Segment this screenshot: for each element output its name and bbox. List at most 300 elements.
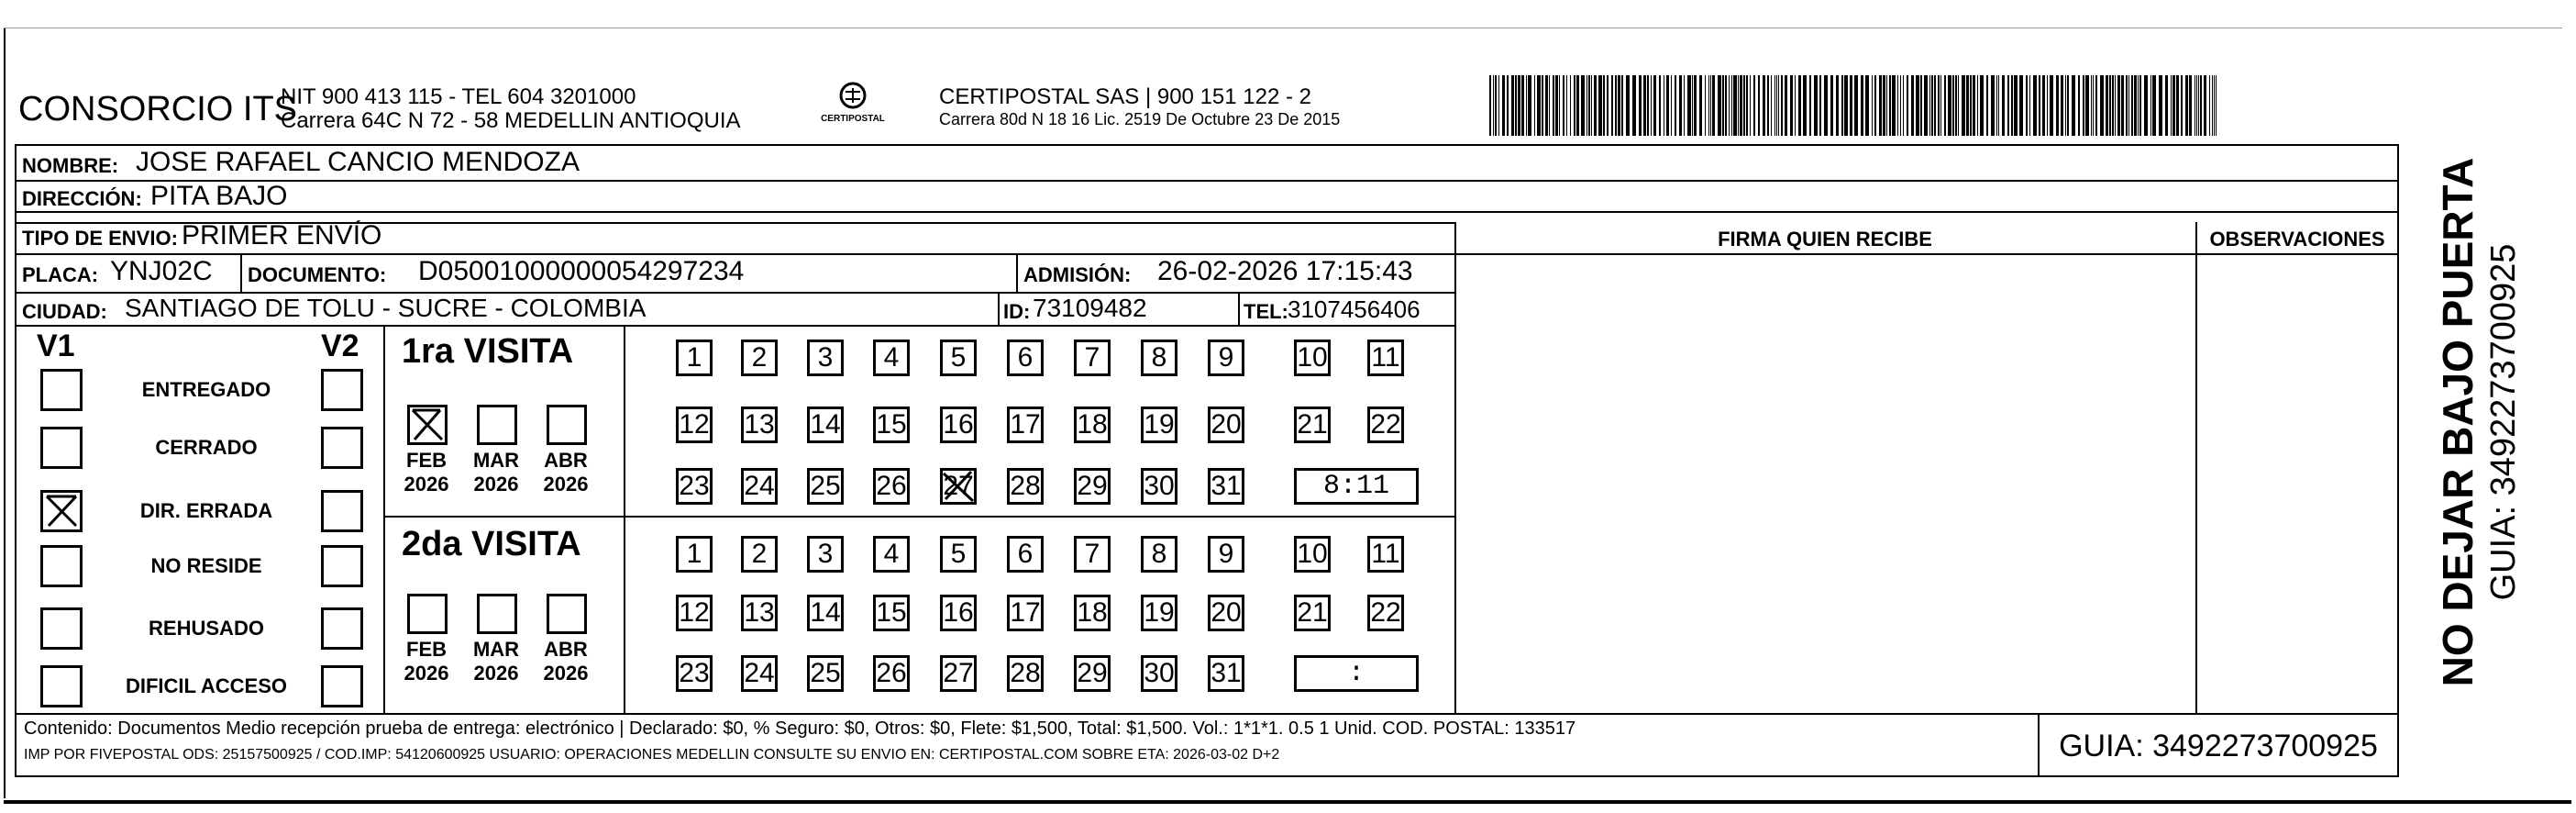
barcode-bar <box>2056 75 2059 136</box>
barcode-bar <box>1836 75 1839 136</box>
barcode-bar <box>2072 75 2075 136</box>
row-line <box>15 211 2399 213</box>
barcode-bar <box>2131 75 2133 136</box>
barcode-bar <box>1798 75 1801 136</box>
barcode-bar <box>2091 75 2092 136</box>
first-visit-day-box[interactable]: 15 <box>873 406 910 443</box>
second-visit-day-box[interactable]: 24 <box>741 655 778 692</box>
barcode-bar <box>1980 75 1984 136</box>
barcode-bar <box>2019 75 2023 136</box>
first-visit-month-checkbox[interactable] <box>407 405 448 445</box>
check-mark-icon <box>43 493 80 529</box>
barcode-bar <box>1594 75 1597 136</box>
barcode-bar <box>1502 75 1505 136</box>
barcode-bar <box>2189 75 2192 136</box>
barcode-bar <box>1489 75 1491 136</box>
barcode-bar <box>1938 75 1940 136</box>
day-mark-icon <box>940 468 977 512</box>
barcode-bar <box>1694 75 1697 136</box>
id-value: 73109482 <box>1033 294 1147 322</box>
no-dejar-text: NO DEJAR BAJO PUERTA <box>2434 157 2482 687</box>
barcode-bar <box>1958 75 1959 136</box>
barcode-bar <box>2039 75 2040 136</box>
barcode-bar <box>1966 75 1969 136</box>
barcode-bar <box>1986 75 1988 136</box>
barcode-bar <box>1814 75 1818 136</box>
barcode-bar <box>1819 75 1821 136</box>
barcode-bar <box>2011 75 2013 136</box>
first-visit-day-box[interactable]: 18 <box>1074 406 1111 443</box>
barcode-bar <box>1699 75 1702 136</box>
barcode-bar <box>1659 75 1661 136</box>
barcode-bar <box>1920 75 1922 136</box>
first-visit-day-box[interactable]: 1 <box>676 340 713 376</box>
barcode-bar <box>2093 75 2094 136</box>
barcode-bar <box>2204 75 2206 136</box>
barcode-bar <box>1740 75 1742 136</box>
barcode-bar <box>1977 75 1978 136</box>
first-visit-day-box[interactable]: 27 <box>940 468 977 505</box>
barcode-bar <box>1611 75 1613 136</box>
first-visit-day-box[interactable]: 12 <box>676 406 713 443</box>
barcode-bar <box>2117 75 2120 136</box>
barcode-bar <box>2152 75 2156 136</box>
barcode-bar <box>1675 75 1676 136</box>
barcode-bar <box>1679 75 1682 136</box>
first-visit-day-box[interactable]: 29 <box>1074 468 1111 505</box>
barcode-bar <box>1692 75 1693 136</box>
barcode-bar <box>1774 75 1775 136</box>
barcode-bar <box>1803 75 1807 136</box>
second-visit-day-box[interactable]: 10 <box>1294 536 1331 573</box>
barcode-bar <box>2139 75 2141 136</box>
ciudad-label: CIUDAD: <box>22 300 107 323</box>
barcode-bar <box>2065 75 2066 136</box>
second-visit-day-box[interactable]: 5 <box>940 536 977 573</box>
barcode-bar <box>1671 75 1672 136</box>
barcode-bar <box>1996 75 1997 136</box>
barcode-bar <box>1643 75 1646 136</box>
status-label: DIR. ERRADA <box>139 499 273 522</box>
second-visit-month-label: FEB 2026 <box>404 638 449 685</box>
documento-label: DOCUMENTO: <box>248 263 387 286</box>
second-visit-day-box[interactable]: 22 <box>1367 595 1404 631</box>
barcode-bar <box>1850 75 1852 136</box>
barcode <box>1489 75 2219 136</box>
second-visit-day-box[interactable]: 26 <box>873 655 910 692</box>
first-visit-day-box[interactable]: 21 <box>1294 406 1331 443</box>
barcode-bar <box>1545 75 1548 136</box>
first-visit-day-box[interactable]: 5 <box>940 340 977 376</box>
barcode-bar <box>1934 75 1936 136</box>
barcode-bar <box>1929 75 1930 136</box>
barcode-bar <box>1931 75 1933 136</box>
barcode-bar <box>2026 75 2028 136</box>
first-visit-day-box[interactable]: 19 <box>1141 406 1177 443</box>
first-visit-day-box[interactable]: 25 <box>807 468 844 505</box>
barcode-bar <box>1632 75 1636 136</box>
second-visit-day-box[interactable]: 31 <box>1208 655 1244 692</box>
second-visit-month-checkbox[interactable] <box>407 594 448 634</box>
side-warning <box>2412 147 2568 697</box>
v2-checkbox[interactable] <box>321 490 363 532</box>
first-visit-day-box[interactable]: 22 <box>1367 406 1404 443</box>
barcode-bar <box>2185 75 2188 136</box>
barcode-bar <box>1892 75 1896 136</box>
id-label: ID: <box>1003 300 1031 323</box>
barcode-bar <box>1790 75 1793 136</box>
v2-checkbox[interactable] <box>321 369 363 411</box>
barcode-bar <box>1897 75 1898 136</box>
barcode-bar <box>1518 75 1520 136</box>
first-visit-day-box[interactable]: 24 <box>741 468 778 505</box>
barcode-bar <box>2002 75 2005 136</box>
barcode-bar <box>1498 75 1499 136</box>
v2-checkbox[interactable] <box>321 665 363 707</box>
observaciones-area[interactable] <box>2201 257 2395 710</box>
barcode-bar <box>1854 75 1858 136</box>
barcode-bar <box>1955 75 1957 136</box>
documento-value: D05001000000054297234 <box>418 256 745 286</box>
page-bottom-edge <box>4 800 2571 804</box>
first-visit-day-box[interactable]: 2 <box>741 340 778 376</box>
v2-checkbox[interactable] <box>321 607 363 650</box>
barcode-bar <box>2014 75 2018 136</box>
nombre-value: JOSE RAFAEL CANCIO MENDOZA <box>136 147 580 177</box>
barcode-bar <box>1785 75 1787 136</box>
v1-checkbox[interactable] <box>40 427 83 469</box>
barcode-bar <box>2144 75 2148 136</box>
row-line <box>15 253 1454 255</box>
v1-checkbox[interactable] <box>40 490 83 532</box>
second-visit-day-box[interactable]: 13 <box>741 595 778 631</box>
barcode-bar <box>1830 75 1833 136</box>
barcode-bar <box>1824 75 1828 136</box>
barcode-bar <box>1924 75 1928 136</box>
barcode-bar <box>1549 75 1550 136</box>
v1-checkbox[interactable] <box>40 607 83 650</box>
second-visit-day-box[interactable]: 25 <box>807 655 844 692</box>
visit-divider <box>383 516 1454 518</box>
barcode-bar <box>2200 75 2202 136</box>
second-visit-day-box[interactable]: 23 <box>676 655 713 692</box>
v1-checkbox[interactable] <box>40 665 83 707</box>
barcode-bar <box>1626 75 1630 136</box>
barcode-bar <box>1795 75 1796 136</box>
nombre-label: NOMBRE: <box>22 154 119 177</box>
v2-checkbox[interactable] <box>321 545 363 587</box>
barcode-bar <box>2007 75 2009 136</box>
firma-area[interactable] <box>1458 257 2192 710</box>
barcode-bar <box>1528 75 1531 136</box>
barcode-bar <box>1970 75 1972 136</box>
tel-label: TEL: <box>1244 300 1288 323</box>
barcode-bar <box>1962 75 1965 136</box>
first-visit-day-box[interactable]: 28 <box>1007 468 1044 505</box>
barcode-bar <box>1618 75 1620 136</box>
barcode-bar <box>1647 75 1649 136</box>
second-visit-month-checkbox[interactable] <box>477 594 517 634</box>
barcode-bar <box>1651 75 1652 136</box>
barcode-bar <box>2214 75 2215 136</box>
company-address: Carrera 64C N 72 - 58 MEDELLIN ANTIOQUIA <box>281 108 741 133</box>
row-line <box>1454 253 2399 255</box>
col-line <box>2195 222 2197 713</box>
barcode-bar <box>1511 75 1514 136</box>
second-visit-day-box[interactable]: 29 <box>1074 655 1111 692</box>
status-label: NO RESIDE <box>150 554 262 577</box>
barcode-bar <box>2176 75 2179 136</box>
barcode-bar <box>1758 75 1760 136</box>
barcode-bar <box>1865 75 1869 136</box>
barcode-bar <box>1841 75 1843 136</box>
v1-checkbox[interactable] <box>40 545 83 587</box>
placa-label: PLACA: <box>22 263 99 286</box>
first-visit-month-label: ABR 2026 <box>543 449 589 496</box>
barcode-bar <box>2047 75 2048 136</box>
barcode-bar <box>2209 75 2210 136</box>
second-visit-time-box[interactable]: : <box>1294 655 1419 692</box>
barcode-bar <box>1615 75 1617 136</box>
admision-label: ADMISIÓN: <box>1023 263 1132 286</box>
barcode-bar <box>1778 75 1779 136</box>
barcode-bar <box>1746 75 1748 136</box>
barcode-bar <box>1883 75 1885 136</box>
barcode-bar <box>1705 75 1706 136</box>
first-visit-day-box[interactable]: 6 <box>1007 340 1044 376</box>
barcode-bar <box>1581 75 1585 136</box>
second-visit-day-box[interactable]: 19 <box>1141 595 1177 631</box>
barcode-bar <box>1576 75 1579 136</box>
barcode-bar <box>1591 75 1592 136</box>
check-mark-icon <box>410 407 445 442</box>
second-visit-day-box[interactable]: 12 <box>676 595 713 631</box>
ciudad-value: SANTIAGO DE TOLU - SUCRE - COLOMBIA <box>125 294 647 322</box>
first-visit-day-box[interactable]: 4 <box>873 340 910 376</box>
barcode-bar <box>2083 75 2084 136</box>
tipo-label: TIPO DE ENVIO: <box>22 227 178 250</box>
barcode-bar <box>1861 75 1863 136</box>
second-visit-month-checkbox[interactable] <box>547 594 587 634</box>
barcode-bar <box>1559 75 1560 136</box>
barcode-bar <box>1809 75 1811 136</box>
barcode-bar <box>1718 75 1721 136</box>
barcode-bar <box>1712 75 1715 136</box>
barcode-bar <box>1563 75 1564 136</box>
second-visit-day-box[interactable]: 14 <box>807 595 844 631</box>
first-visit-day-box[interactable]: 3 <box>807 340 844 376</box>
barcode-bar <box>2216 75 2217 136</box>
first-visit-day-box[interactable]: 13 <box>741 406 778 443</box>
barcode-bar <box>1916 75 1919 136</box>
second-visit-day-box[interactable]: 2 <box>741 536 778 573</box>
col-line <box>1454 222 1456 713</box>
second-visit-day-box[interactable]: 18 <box>1074 595 1111 631</box>
second-visit-day-box[interactable]: 4 <box>873 536 910 573</box>
barcode-bar <box>1907 75 1908 136</box>
barcode-bar <box>1879 75 1882 136</box>
first-visit-day-box[interactable]: 11 <box>1367 340 1404 376</box>
barcode-bar <box>1710 75 1711 136</box>
barcode-bar <box>1553 75 1554 136</box>
direccion-value: PITA BAJO <box>150 181 288 211</box>
first-visit-day-box[interactable]: 20 <box>1208 406 1244 443</box>
col-line <box>1016 253 1018 292</box>
second-visit-month-label: MAR 2026 <box>472 638 520 685</box>
admision-value: 26-02-2026 17:15:43 <box>1157 256 1413 286</box>
second-visit-day-box[interactable]: 16 <box>940 595 977 631</box>
barcode-bar <box>2196 75 2197 136</box>
first-visit-day-box[interactable]: 10 <box>1294 340 1331 376</box>
second-visit-day-box[interactable]: 28 <box>1007 655 1044 692</box>
second-visit-day-box[interactable]: 27 <box>940 655 977 692</box>
direccion-label: DIRECCIÓN: <box>22 187 142 210</box>
status-label: CERRADO <box>155 436 258 459</box>
v1-label: V1 <box>37 329 75 363</box>
barcode-bar <box>2050 75 2053 136</box>
barcode-bar <box>1574 75 1575 136</box>
tipo-value: PRIMER ENVÍO <box>182 220 382 251</box>
barcode-bar <box>2138 75 2139 136</box>
observaciones-label: OBSERVACIONES <box>2209 228 2385 251</box>
barcode-bar <box>1708 75 1709 136</box>
second-visit-day-box[interactable]: 21 <box>1294 595 1331 631</box>
barcode-bar <box>1722 75 1724 136</box>
first-visit-day-box[interactable]: 14 <box>807 406 844 443</box>
second-visit-day-box[interactable]: 11 <box>1367 536 1404 573</box>
barcode-bar <box>2095 75 2097 136</box>
second-visit-day-box[interactable]: 30 <box>1141 655 1177 692</box>
second-visit-day-box[interactable]: 3 <box>807 536 844 573</box>
second-visit-day-box[interactable]: 7 <box>1074 536 1111 573</box>
col-line <box>998 292 1000 325</box>
second-visit-day-box[interactable]: 8 <box>1141 536 1177 573</box>
barcode-bar <box>1566 75 1567 136</box>
certipostal-line1: CERTIPOSTAL SAS | 900 151 122 - 2 <box>939 84 1311 109</box>
second-visit-day-box[interactable]: 6 <box>1007 536 1044 573</box>
status-label: ENTREGADO <box>141 378 271 401</box>
barcode-bar <box>1621 75 1623 136</box>
first-visit-day-box[interactable]: 17 <box>1007 406 1044 443</box>
first-visit-day-box[interactable]: 7 <box>1074 340 1111 376</box>
barcode-bar <box>1588 75 1590 136</box>
barcode-bar <box>2115 75 2116 136</box>
barcode-bar <box>2033 75 2037 136</box>
barcode-bar <box>1940 75 1941 136</box>
first-visit-day-box[interactable]: 23 <box>676 468 713 505</box>
barcode-bar <box>1526 75 1527 136</box>
barcode-bar <box>1763 75 1765 136</box>
barcode-bar <box>1598 75 1602 136</box>
first-visit-month-label: FEB 2026 <box>404 449 449 496</box>
barcode-bar <box>1900 75 1901 136</box>
barcode-bar <box>1493 75 1494 136</box>
col-line <box>1238 292 1240 325</box>
first-visit-month-checkbox[interactable] <box>477 405 517 445</box>
second-visit-label: 2da VISITA <box>402 525 581 563</box>
first-visit-month-label: MAR 2026 <box>472 449 520 496</box>
status-label: DIFICIL ACCESO <box>125 674 287 697</box>
barcode-bar <box>1687 75 1691 136</box>
first-visit-month-checkbox[interactable] <box>547 405 587 445</box>
barcode-bar <box>1781 75 1783 136</box>
footer-print-line: IMP POR FIVEPOSTAL ODS: 25157500925 / COD.IMP: 54120600925 USUARIO: OPERACIONES MEDELLIN CONSULTE SU ENVIO EN: CERTIPOSTAL.COM SOBRE ETA: 2026-03-02 D+2 <box>24 747 1280 763</box>
row-line <box>15 180 2399 182</box>
barcode-bar <box>1944 75 1946 136</box>
barcode-bar <box>1729 75 1730 136</box>
footer-content-line: Contenido: Documentos Medio recepción prueba de entrega: electrónico | Declarado: $0, % Seguro: $0, Otros: $0, Flete: $1,500, Total: $1,500. Vol.: 1*1*1. 0.5 1 Unid. COD. POSTAL: 133517 <box>24 718 1576 739</box>
barcode-bar <box>2150 75 2151 136</box>
barcode-bar <box>1666 75 1669 136</box>
barcode-bar <box>1771 75 1772 136</box>
barcode-bar <box>2029 75 2030 136</box>
second-visit-day-box[interactable]: 9 <box>1208 536 1244 573</box>
second-visit-day-box[interactable]: 20 <box>1208 595 1244 631</box>
first-visit-day-box[interactable]: 16 <box>940 406 977 443</box>
second-visit-day-box[interactable]: 17 <box>1007 595 1044 631</box>
first-visit-day-box[interactable]: 8 <box>1141 340 1177 376</box>
first-visit-day-box[interactable]: 26 <box>873 468 910 505</box>
barcode-bar <box>1973 75 1975 136</box>
barcode-bar <box>1684 75 1685 136</box>
barcode-bar <box>1872 75 1873 136</box>
certipostal-line2: Carrera 80d N 18 16 Lic. 2519 De Octubre 23 De 2015 <box>939 110 1341 128</box>
second-visit-day-box[interactable]: 1 <box>676 536 713 573</box>
barcode-bar <box>1521 75 1524 136</box>
barcode-bar <box>2042 75 2045 136</box>
barcode-bar <box>1753 75 1755 136</box>
barcode-bar <box>1886 75 1887 136</box>
barcode-bar <box>2112 75 2114 136</box>
v1-checkbox[interactable] <box>40 369 83 411</box>
barcode-bar <box>1750 75 1751 136</box>
svg-text:CERTIPOSTAL: CERTIPOSTAL <box>821 114 885 124</box>
barcode-bar <box>1534 75 1535 136</box>
barcode-bar <box>1555 75 1558 136</box>
barcode-bar <box>1725 75 1727 136</box>
barcode-bar <box>1537 75 1541 136</box>
barcode-bar <box>1889 75 1891 136</box>
barcode-bar <box>1844 75 1848 136</box>
first-visit-day-box[interactable]: 30 <box>1141 468 1177 505</box>
v2-checkbox[interactable] <box>321 427 363 469</box>
col-line <box>624 325 625 713</box>
barcode-bar <box>1903 75 1904 136</box>
first-visit-time-box[interactable]: 8:11 <box>1294 468 1419 505</box>
barcode-bar <box>2078 75 2080 136</box>
barcode-bar <box>2067 75 2069 136</box>
first-visit-day-box[interactable]: 31 <box>1208 468 1244 505</box>
barcode-bar <box>2198 75 2199 136</box>
barcode-bar <box>2172 75 2175 136</box>
barcode-bar <box>1507 75 1509 136</box>
barcode-bar <box>1911 75 1914 136</box>
first-visit-day-box[interactable]: 9 <box>1208 340 1244 376</box>
barcode-bar <box>2061 75 2063 136</box>
company-nit: NIT 900 413 115 - TEL 604 3201000 <box>281 84 636 109</box>
barcode-bar <box>1952 75 1954 136</box>
barcode-bar <box>2159 75 2162 136</box>
barcode-bar <box>2212 75 2213 136</box>
barcode-bar <box>1743 75 1745 136</box>
barcode-bar <box>1495 75 1497 136</box>
barcode-bar <box>2126 75 2128 136</box>
barcode-bar <box>2134 75 2137 136</box>
second-visit-day-box[interactable]: 15 <box>873 595 910 631</box>
barcode-bar <box>2100 75 2104 136</box>
barcode-bar <box>1570 75 1571 136</box>
barcode-bar <box>1639 75 1642 136</box>
